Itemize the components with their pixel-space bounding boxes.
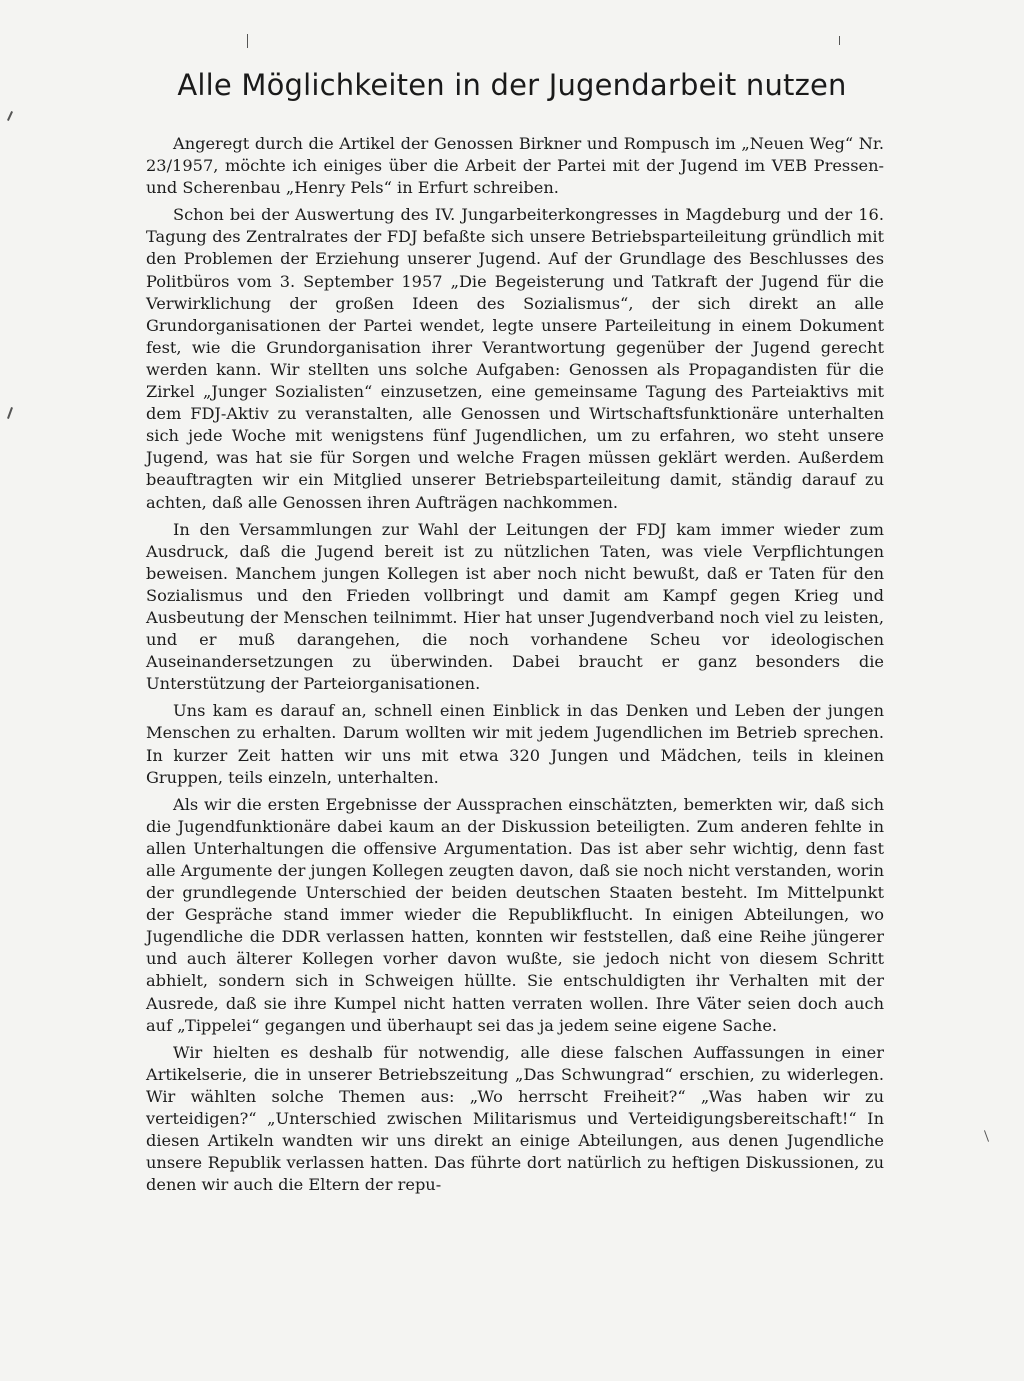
paragraph: Schon bei der Auswertung des IV. Jungarbeiterkongresses in Magdeburg und der 16. Tagung des Zentralrates der FDJ befaßte sich unsere Betriebsparteileitung gründlich mit den Problemen der Erziehung unserer Jugend. Auf der Grundlage des Beschlusses des Politbüros vom 3. September 1957 „Die Begeisterung und Tatkraft der Jugend für die Verwirklichung der großen Ideen des Sozialismus“, der sich direkt an alle Grundorganisationen der Partei wendet, legte unsere Parteileitung in einem Dokument fest, wie die Grundorganisation ihrer Verantwortung gegenüber der Jugend gerecht werden kann. Wir stellten uns solche Aufgaben: Genossen als Propagandisten für die Zirkel „Junger Sozialisten“ einzusetzen, eine gemeinsame Tagung des Parteiaktivs mit dem FDJ-Aktiv zu veranstalten, alle Genossen und Wirtschaftsfunktionäre unterhalten sich jede Woche mit wenigstens fünf Jugendlichen, um zu erfahren, wo steht unsere Jugend, was hat sie für Sorgen und welche Fragen müssen geklärt werden. Außerdem beauftragten wir ein Mitglied unserer Betriebsparteileitung damit, ständig darauf zu achten, daß alle Genossen ihren Aufträgen nachkommen. xyxy=(146,205,884,512)
paragraph: In den Versammlungen zur Wahl der Leitungen der FDJ kam immer wieder zum Ausdruck, daß die Jugend bereit ist zu nützlichen Taten, was viele Verpflichtungen beweisen. Manchem jungen Kollegen ist aber noch nicht bewußt, daß er Taten für den Sozialismus und den Frieden vollbringt und damit am Kampf gegen Krieg und Ausbeutung der Menschen teilnimmt. Hier hat unser Jugendverband noch viel zu leisten, und er muß darangehen, die noch vorhandene Scheu vor ideologischen Auseinandersetzungen zu überwinden. Dabei braucht er ganz besonders die Unterstützung der Parteiorganisationen. xyxy=(146,519,884,694)
scan-mark xyxy=(247,34,248,48)
paragraph: Wir hielten es deshalb für notwendig, alle diese falschen Auffassungen in einer Artikelserie, die in unserer Betriebszeitung „Das Schwungrad“ erschien, zu widerlegen. Wir wählten solche Themen aus: „Wo herrscht Freiheit?“ „Was haben wir zu verteidigen?“ „Unterschied zwischen Militarismus und Verteidigungsbereitschaft!“ In diesen Artikeln wandten wir uns direkt an einige Abteilungen, aus denen Jugendliche unsere Republik verlassen hatten. Das führte dort natürlich zu heftigen Diskussionen, zu denen wir auch die Eltern der repu- xyxy=(146,1042,884,1195)
paragraph: Angeregt durch die Artikel der Genossen Birkner und Rompusch im „Neuen Weg“ Nr. 23/1957, möchte ich einiges über die Arbeit der Partei mit der Jugend im VEB Pressen- und Scherenbau „Henry Pels“ in Erfurt schreiben. xyxy=(146,134,884,198)
article-title: Alle Möglichkeiten in der Jugendarbeit nutzen xyxy=(177,68,847,102)
scan-mark xyxy=(7,111,13,121)
scan-mark xyxy=(839,36,840,45)
scan-mark xyxy=(7,407,13,419)
paragraph: Als wir die ersten Ergebnisse der Aussprachen einschätzten, bemerkten wir, daß sich die Jugendfunktionäre dabei kaum an der Diskussion beteiligten. Zum anderen fehlte in allen Unterhaltungen die offensive Argumentation. Das ist aber sehr wichtig, denn fast alle Argumente der jungen Kollegen zeugten davon, daß sie noch nicht verstanden, worin der grundlegende Unterschied der beiden deutschen Staaten besteht. Im Mittelpunkt der Gespräche stand immer wieder die Republikflucht. In einigen Abteilungen, wo Jugendliche die DDR verlassen hatten, konnten wir feststellen, daß eine Reihe jüngerer und auch älterer Kollegen vorher davon wußte, sie jedoch nicht von diesem Schritt abhielt, sondern sich in Schweigen hüllte. Sie entschuldigten ihr Verhalten mit der Ausrede, daß sie ihre Kumpel nicht hatten verraten wollen. Ihre Väter seien doch auch auf „Tippelei“ gegangen und überhaupt sei das ja jedem seine eigene Sache. xyxy=(146,794,884,1035)
article-body xyxy=(146,133,884,1201)
paragraph: Uns kam es darauf an, schnell einen Einblick in das Denken und Leben der jungen Menschen zu erhalten. Darum wollten wir mit jedem Jugendlichen im Betrieb sprechen. In kurzer Zeit hatten wir uns mit etwa 320 Jungen und Mädchen, teils in kleinen Gruppen, teils einzeln, unterhalten. xyxy=(146,701,884,787)
scan-mark xyxy=(984,1130,989,1142)
